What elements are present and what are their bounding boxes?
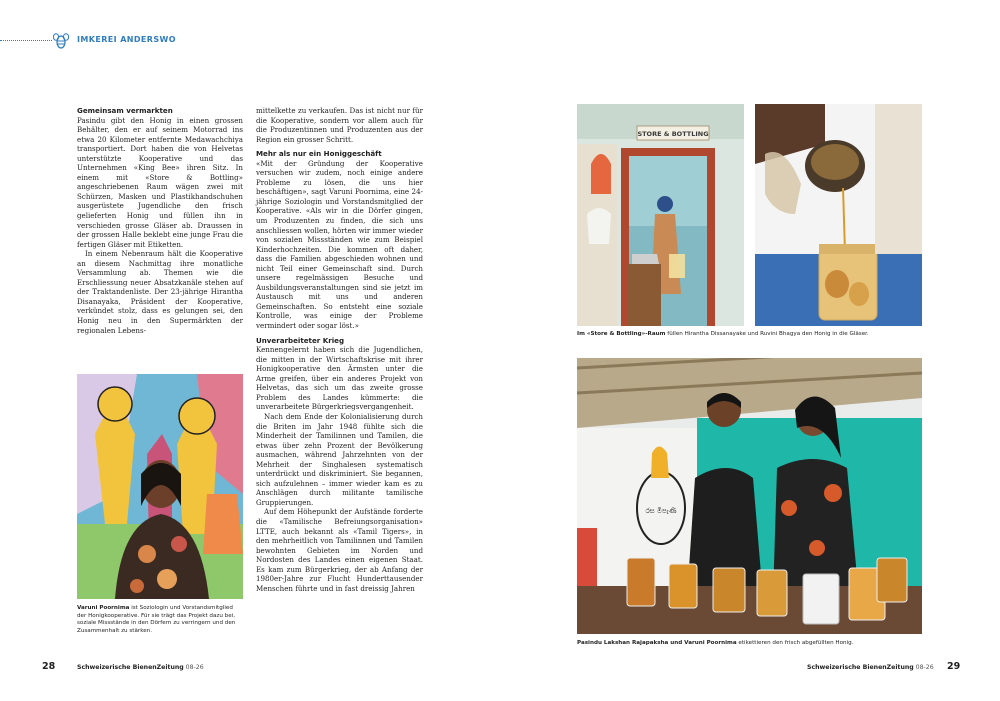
- caption-store-text: füllen Hirantha Dissanayake und Ruvini Bhagya den Honig in die Gläser.: [665, 331, 869, 337]
- heading-gemeinsam: Gemeinsam vermarkten: [77, 106, 173, 115]
- dotted-line: [0, 40, 52, 41]
- caption-labeling: [577, 640, 922, 648]
- paragraph: «Mit der Gründung der Kooperative versuchen wir zudem, noch einige andere Probleme zu lösen, die uns hier beschäftigen», sagt Varuni Poornima, eine 24-jährige Soziologin und Vorstandsmitglied der Kooperative. «Als wir in die Dörfer gingen, um Produzenten zu finden, die sich uns anschliessen wollen, hörten wir immer wieder von sozialen Missständen wie zum Beispiel Kinderhochzeiten. Die kommen oft daher, dass die Familien abgeschieden wohnen und nicht Teil einer Gemeinschaft sind. Durch unsere regelmässigen Besuche und Ausbildungsveranstaltungen sind sie jetzt im Austausch mit uns und anderen Gemeinschaften. So entsteht eine soziale Kontrolle, was einige der Probleme vermindert oder sogar löst.»: [256, 158, 423, 331]
- bee-icon: [53, 32, 69, 50]
- paragraph: Nach dem Ende der Kolonialisierung durch die Briten im Jahr 1948 fühlte sich die Minderheit der Tamilinnen und Tamilen, die etwas über zehn Prozent der Bevölkerung ausmachen, während Jahrzehnten von der Mehrheit der Singhalesen systematisch unterdrückt und diskriminiert. Sie begannen, sich aufzulehnen – immer wieder kam es zu Anschlägen durch militante tamilische Gruppierungen.: [256, 411, 423, 507]
- caption-store-room: [577, 331, 922, 339]
- footer-right: [807, 664, 934, 671]
- page-number-right: 29: [947, 661, 961, 672]
- section-title: IMKEREI ANDERSWO: [77, 35, 176, 44]
- caption-portrait-text: ist Soziologin und Vorstandsmitglied der Honigkooperative. Für sie trägt das Projekt dazu bei, soziale Missstände in den Dörfern zu verringern und den Zusammenhalt zu stärken.: [77, 605, 236, 634]
- magazine-name: Schweizerische BienenZeitung: [807, 664, 914, 671]
- portrait-photo: [77, 374, 243, 599]
- paragraph: Kennengelernt haben sich die Jugendlichen, die mitten in der Wirtschaftskrise mit ihrer Honigkooperative den Ärmsten unter die Arme greifen, über ein anderes Projekt von Helvetas, das sich um das zweite grosse Problem des Landes kümmerte: die unverarbeitete Bürgerkriegsvergangenheit.: [256, 345, 423, 412]
- caption-labeling-text: etikettieren den frisch abgefüllten Honig.: [736, 640, 854, 646]
- labeling-photo: [577, 358, 922, 634]
- jar-brand-logo: රස මීපැණි: [645, 507, 677, 515]
- paragraph: In einem Nebenraum hält die Kooperative an diesem Nachmittag ihre monatliche Versammlung ab. Themen wie die Erschliessung neuer Absatzkanäle stehen auf der Traktandenliste. Der 23-jährige Hirantha Disanayaka, Präsident der Kooperative, verkündet stolz, dass es gelungen sei, den Honig neu in den Supermärkten der regionalen Lebens-: [77, 249, 243, 335]
- heading-krieg: Unverarbeiteter Krieg: [256, 335, 345, 345]
- footer-left: [77, 664, 204, 671]
- issue-number: 08-26: [183, 664, 204, 671]
- store-sign: STORE & BOTTLING: [637, 130, 709, 138]
- store-room-photo: [577, 104, 744, 326]
- issue-number: 08-26: [913, 664, 934, 671]
- text-column-1: [77, 106, 243, 335]
- magazine-name: Schweizerische BienenZeitung: [77, 664, 184, 671]
- paragraph: mittelkette zu verkaufen. Das ist nicht nur für die Kooperative, sondern vor allem auch für die Produzentinnen und Produzenten aus der Region ein grosser Schritt.: [256, 106, 423, 144]
- caption-store-prefix: Im «Store & Bottling»-Raum: [577, 331, 666, 337]
- caption-portrait-name: Varuni Poornima: [77, 605, 130, 611]
- honey-pouring-photo: [755, 104, 922, 326]
- caption-labeling-names: Pasindu Lakshan Rajapaksha und Varuni Poornima: [577, 640, 737, 646]
- paragraph: Pasindu gibt den Honig in einen grossen Behälter, den er auf seinem Motorrad ins etwa 20 Kilometer entfernte Medawachchiya transportiert. Dort haben die von Helvetas unterstützte Kooperative und das Unternehmen «King Bee» ihren Sitz. In einem mit «Store & Bottling» angeschriebenen Raum wägen zwei mit Schürzen, Masken und Plastikhandschuhen ausgerüstete Jugendliche den frisch gelieferten Honig und füllen ihn in verschieden grosse Gläser ab. Draussen in der grossen Halle beklebt eine junge Frau die fertigen Gläser mit Etiketten.: [77, 115, 243, 249]
- page-number-left: 28: [42, 661, 56, 672]
- heading-honiggeschaeft: Mehr als nur ein Honiggeschäft: [256, 149, 382, 159]
- paragraph: Auf dem Höhepunkt der Aufstände forderte die «Tamilische Befreiungsorganisation» LTTE, auch bekannt als «Tamil Tigers», in den mehrheitlich von Tamilinnen und Tamilen bewohnten Gebieten im Norden und Nordosten des Landes einen eigenen Staat. Es kam zum Bürgerkrieg, der ab Anfang der 1980er-Jahre zur Flucht Hunderttausender Menschen führte und in fast dreissig Jahren: [256, 507, 423, 593]
- text-column-2: [256, 106, 423, 593]
- caption-portrait: [77, 605, 237, 635]
- section-header: [0, 30, 300, 52]
